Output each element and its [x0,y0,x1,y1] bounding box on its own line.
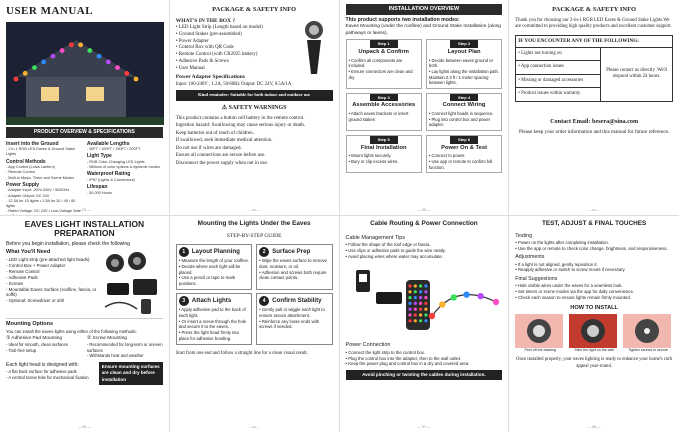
illustration-stick [569,314,619,353]
mount-step-head [259,296,329,306]
step-badge: Step 5 [370,136,398,143]
cable-tips-list [346,242,503,259]
rgb-light-dot [69,42,74,47]
step-item: • Bury or clip excess wires. [349,159,419,165]
clean-surface-note: Ensure mounting surfaces are clean and dry before installation [99,362,163,385]
power-connection-list [346,350,503,367]
before-text: Before you begin installation, please check the following [6,240,130,247]
straight-line-tip: Start from one end and follow a straight line for a clean visual result. [175,350,308,356]
rgb-light-dot [124,71,129,76]
remote-button [413,314,416,317]
safety-warnings-title: SAFETY WARNINGS [228,104,287,111]
remote-button [408,320,411,323]
step-item: • Use app or remote to confirm full function. [429,159,499,170]
control-box-remote-image [346,262,503,340]
support-table-title: IF YOU ENCOUNTER ANY OF THE FOLLOWING: [516,36,672,48]
mount-step-card [176,293,252,345]
spec-heading: Waterproof Rating [86,171,131,178]
mount-step-card [176,244,252,290]
spec-heading: Light Type [86,153,112,160]
mounting-options-title: Mounting Options [6,321,54,328]
mount-step-item: • Or insert a screw through the hole and secure it to the eaves. [179,319,249,331]
need-item: - Adhesive Pads [6,274,38,280]
remote-button [424,320,427,323]
install-illustrations [515,314,673,353]
step-badge-wrap [429,136,499,143]
thank-you-text: Thank you for choosing our 2-in-1 RGB LED Eaves & Ground Stake Lights.We are committed to providing high quality products and excellent customer support. [515,17,672,30]
install-modes-heading: This product supports two installation modes: [345,17,460,24]
final-suggestions-title: Final Suggestions [515,276,558,283]
peel-backing-image [515,314,563,348]
step-number-icon: 3 [179,296,189,306]
page-number: — 05 — [77,425,91,430]
warning-item: Ingestion hazard: Swallowing may cause serious injury or death. [175,123,306,129]
safety-warnings-list [176,115,333,168]
mount-step-title: Attach Lights [191,296,232,304]
need-item: - Control Box + Power Adapter [6,262,66,268]
remote-button [424,291,427,294]
adjustments-list [515,262,673,274]
page-title: EAVES LIGHT INSTALLATION PREPARATION [24,219,145,239]
peel-caption: Peel off the backing [524,348,556,353]
mount-step-head [179,247,249,257]
rgb-light-dot [14,76,19,81]
box-item: • Power Adapter [176,39,291,46]
remote-button [424,296,427,299]
adjustment-item: • Reapply adhesive or switch to screw mount if necessary. [515,267,673,273]
page-number: — 01 — [77,208,91,213]
install-modes-text: Eaves Mounting (under the roofline) and Ground Stake Installation (along pathways or lawns). [345,24,501,36]
remote-button [408,314,411,317]
box-item: • Remote Control (with CR2025 battery) [176,52,291,59]
step-title: Connect Wiring [442,102,486,109]
suggestion-item: • Check each season to ensure lights remain firmly mounted. [515,295,673,301]
step-item: • Connect to power. [429,153,499,159]
mount-step-list [179,258,249,287]
page-title: INSTALLATION OVERVIEW [346,4,503,15]
strip-light-dot [463,292,469,298]
install-step-card [426,93,502,131]
mount-step-card [256,293,332,345]
option-2-icon: ② [86,335,92,341]
step-list [349,153,419,164]
testing-list [515,240,673,252]
spec-heading: Lifespan [86,184,108,191]
step-item: • Ensure connectors are clean and dry. [349,69,419,80]
step-item: • Lay lights along the installation path. Maintain 2.3 ft / 1 meter spacing between lights. [429,69,499,86]
page-number: — 04 — [588,208,601,213]
step-item: • Confirm all components are included. [349,58,419,69]
install-steps-grid [346,39,503,173]
mount-step-list [259,258,329,281]
indoor-outdoor-reminder: Kind reminder: Suitable for both indoor and outdoor use [176,90,333,100]
screw-secure-image [623,314,671,348]
remote-button [413,308,416,311]
adhesive-option-text: - Ideal for smooth, clean surfaces - Tool-free setup [6,342,68,353]
rgb-light-dot [87,48,92,53]
page-4 [509,0,679,216]
step-item: • Mount lights securely. [349,153,419,159]
remote-button [419,314,422,317]
screw-option [87,336,163,359]
testing-item: • Power on the lights after completing installation. [515,240,673,246]
box-contents-list [176,25,291,72]
remote-button [408,291,411,294]
mounting-options-subtitle: You can install the eaves lights using either of the following methods: [6,328,137,334]
step-title: Final Installation [360,144,407,151]
closing-text: Once installed properly, your eaves lighting is ready to enhance your home's curb appeal year-round. [515,357,673,369]
adapter-spec-line: Input: 100-240V , 1.2A, 50/60Hz Output: DC 24V, 0.5A/1A [175,81,292,87]
step-item: • Decide between eaves ground or both. [429,58,499,69]
support-issue: • Product issues within warranty [518,91,581,97]
step-badge-wrap [349,40,419,47]
adhesive-option [6,336,82,359]
mount-step-head [259,247,329,257]
strip-light-dot [492,299,498,305]
remote-button [424,285,427,288]
house-night-photo [6,22,164,125]
illustration-peel [515,314,565,353]
remote-button [408,308,411,311]
cable-tip: • Follow the shape of the roof edge or fascia. [346,242,503,248]
remote-button [408,302,411,305]
screw-option-text: - Recommended for long-term or uneven surfaces - Withstands heat and weather [86,342,163,359]
mount-step-item: • Decide where each light will be placed. [179,264,249,276]
page-subtitle: STEP-BY-STEP GUIDE [226,232,282,239]
spec-text: - 2 in 1 RGB LED Eaves & Ground Stake Lights [6,147,76,157]
cable-tip: • Avoid placing wires where water may accumulate. [346,254,503,260]
warning-item: If swallowed, seek immediate medical attention. [175,138,273,144]
power-connection-title: Power Connection [345,342,391,349]
step-list [349,58,419,81]
need-item: - Remote Control [6,268,40,274]
step-list [429,111,499,128]
cable-warning-note: Avoid pinching or twisting the cables during installation. [346,370,503,380]
page-number: — 08 — [587,425,601,430]
spec-text: - 50,000 Hours [86,191,112,196]
remote-button [419,285,422,288]
spec-text: - IP67 (Lights & Connectors) [86,178,135,183]
spec-text: - Adapter Input: 100V-240V / 50/60Hz - Adapter Output: DC 24V - 12.5A for 15 lights • 1.5A for 30 / 45 / 60 lights - Rated Voltage: DC 24V • Low-Voltage Safe [6,188,81,213]
final-suggestions-list [515,283,673,300]
manual-title: USER MANUAL [6,5,94,17]
install-step-card [426,135,502,173]
step-badge-wrap [429,40,499,47]
page-number: — 03 — [417,208,431,213]
page-title: TEST, ADJUST & FINAL TOUCHES [541,220,647,227]
mount-step-item: • Reinforce any loose ends with screws if needed. [259,319,329,331]
step-list [429,58,499,86]
step-item: • Connect light heads in sequence. [429,111,499,117]
warning-icon: ⚠ [221,104,228,111]
adjustment-item: • If a light is not aligned, gently reposition it. [515,262,673,268]
page-6 [170,216,340,432]
install-step-card [346,93,422,131]
step-badge: Step 6 [450,136,478,143]
mount-step-card [256,244,332,290]
spec-heading: Available Lengths [86,140,130,147]
page-number: — 07 — [417,425,431,430]
install-step-card [426,39,502,89]
step-title: Power On & Test [441,144,488,151]
page-8 [509,216,679,432]
mount-step-list [259,307,329,330]
kit-components-image [101,249,163,315]
mount-step-item: • Adhesion and screws both require clean contact points. [259,270,329,282]
spec-column-right [87,140,163,216]
adapter-spec-title: Power Adapter Specifications [175,74,245,81]
page-3 [340,0,510,216]
step-number-icon: 1 [179,247,189,257]
step-badge: Step 4 [450,94,478,101]
strip-light-dot [428,313,434,319]
mount-step-item: • Wipe the eaves surface to remove dust, moisture, or oil. [259,258,329,270]
suggestion-item: • Set timers or scene modes via the app for daily convenience. [515,289,673,295]
mount-step-title: Layout Planning [191,247,240,255]
remote-button [424,302,427,305]
strip-light-dot [450,295,456,301]
power-step: • Keep the power plug and control box in a dry and covered area. [346,361,503,367]
step-badge-wrap [429,94,499,101]
remote-button [413,296,416,299]
power-step: • Plug the control box into the adapter, then to the wall outlet. [346,356,503,362]
adhesive-option-title: Adhesive Pad Mounting [11,335,63,341]
mount-step-item: • Measure the length of your roofline. [179,258,249,264]
rgb-light-dot [97,54,102,59]
mount-steps-grid [176,244,333,345]
remote-button [419,320,422,323]
step-list [429,153,499,170]
strip-light-dot [439,302,445,308]
design-text: - A flat back surface for adhesive pads - A central screw hole for mechanical fixation [6,368,89,380]
adjustments-title: Adjustments [515,254,545,261]
mount-step-item: • Use a pencil or tape to mark positions. [179,275,249,287]
box-title: WHAT'S IN THE BOX ? [175,17,236,24]
mount-step-item: • Press the light head firmly into place for adhesive bonding. [179,330,249,342]
rgb-light-dot [115,65,120,70]
step-badge-wrap [349,94,419,101]
mount-step-item: • Apply adhesive pad to the back of each light. [179,307,249,319]
remote-button [413,291,416,294]
spec-text: - App Control (Lotus Lantern) - Remote Control - Built-in Music, Timer and Scene Modes [6,165,75,180]
step-title: Layout Plan [447,48,481,55]
support-issue: • Lights not turning on [516,48,600,61]
remote-button [419,302,422,305]
page-2 [170,0,340,216]
power-step: • Connect the light strip to the control box. [346,350,503,356]
mount-step-item: • Gently pull or wiggle each light to ensure secure attachment. [259,307,329,319]
mount-step-title: Surface Prep [272,247,311,255]
step-number-icon: 2 [259,247,269,257]
box-item: • LED Light Strip (Length based on model) [176,25,291,32]
support-issue-list [516,48,601,101]
spec-text: - 50FT / 100FT / 150FT / 200FT [86,147,141,152]
remote-button [419,296,422,299]
warning-item: Keep batteries out of reach of children. [175,130,254,136]
need-item: - Optional: Screwdriver or drill [6,298,64,304]
spec-grid [6,140,163,216]
spec-heading: Power Supply [6,181,40,188]
remote-button [424,308,427,311]
remote-button [408,296,411,299]
rgb-light-dot [32,65,37,70]
mount-step-title: Confirm Stability [272,296,322,304]
box-item: • Control Box with QR Code [176,45,291,52]
support-table [515,35,673,102]
strip-light-dot [477,293,483,299]
remote-button [413,320,416,323]
safety-warnings-heading [176,104,333,112]
remote-button [408,285,411,288]
cable-tip: • Use clips or adhesive pads to guide the wire neatly. [346,248,503,254]
install-step-card [346,135,422,173]
step-item: • Attach eaves brackets or insert ground stakes [349,111,419,122]
page-7 [340,216,510,432]
support-issue: • App connection issues [516,61,600,74]
rgb-light-dot [78,42,83,47]
spec-heading: Insert into the Ground [6,140,59,147]
how-to-install-title: HOW TO INSTALL [570,304,618,311]
install-step-card [346,39,422,89]
remote-button [419,308,422,311]
need-item: - Screws [6,280,24,286]
option-1-icon: ① [6,335,11,341]
spec-heading: Control Methods [6,158,46,165]
rgb-light-dot [106,59,111,64]
rgb-light-dot [60,48,65,53]
page-number: — 02 — [248,208,261,213]
page-title: PACKAGE & SAFETY INFO [552,6,637,13]
keep-manual-note: Please keep your order information and this manual for future reference. [519,128,670,135]
rgb-light-dot [134,76,139,81]
testing-title: Testing [515,232,533,239]
rgb-light-dot [51,54,56,59]
page-title: Mounting the Lights Under the Eaves [197,220,311,227]
screw-option-title: Screw Mounting [92,335,127,341]
contact-email[interactable]: Contact Email: besera@sina.com [550,117,639,125]
overview-band: PRODUCT OVERVIEW & SPECIFICATIONS [6,127,163,138]
page-5 [0,216,170,432]
page-1 [0,0,170,216]
remote-button [424,314,427,317]
spec-column-left [6,140,82,216]
design-title: Each light head is designed with: [6,362,79,369]
suggestion-item: • Hide visible wires under the eaves for a seamless look. [515,283,673,289]
warning-item: Disconnect the power supply when not in use. [175,160,268,166]
need-title: What You'll Need [6,249,51,256]
page-number: — 06 — [248,425,261,430]
warning-item: Do not use if wires are damaged. [175,145,242,151]
rgb-light-dot [23,71,28,76]
mount-step-list [179,307,249,342]
remote-button [419,291,422,294]
step-item: • Plug into control box and power adapter. [429,117,499,128]
box-item: • User Manual [176,66,291,73]
ground-stake-light-image [295,18,333,76]
step-title: Unpack & Confirm [358,48,409,55]
remote-button [413,285,416,288]
mount-step-head [179,296,249,306]
step-list [349,111,419,122]
need-item: - LED Light Strip (pre-attached light heads) [6,256,90,262]
step-badge-wrap [349,136,419,143]
spec-text: - RGB Color-Changing LED Lights - Millions of color options & dynamic modes [86,160,160,170]
need-list [6,257,98,305]
need-item: - Mountable Eaves Surface (roofline, fascia, or soffit) [6,286,97,298]
remote-button [413,302,416,305]
page-title: PACKAGE & SAFETY INFO [212,6,297,13]
step-badge: Step 1 [370,40,398,47]
rgb-light-dot [41,59,46,64]
step-title: Assemble Accessories [352,102,416,109]
illustration-screw [623,314,673,353]
step-number-icon: 4 [259,296,269,306]
testing-item: • Use the app or remote to check color change, brightness, and responsiveness. [515,246,673,252]
warning-item: This product contains a button cell battery in the remote control. [175,115,305,121]
warning-item: Ensure all connections are secure before use. [175,153,266,159]
stick-caption: Stick the light on the wall [574,348,614,353]
step-badge: Step 2 [450,40,478,47]
support-issue: • Missing or damaged accessories [516,75,600,88]
support-contact-note: Please contact us directly .We'll respond within 24 hours. [606,67,668,80]
step-badge: Step 3 [370,94,398,101]
box-item: • Adhesive Pads & Screws [176,59,291,66]
stick-light-image [569,314,617,348]
page-title: Cable Routing & Power Connection [370,220,478,227]
box-item: • Ground Stakes (pre-assembled) [176,32,291,39]
cable-tips-title: Cable Management Tips [345,234,406,241]
screw-caption: Tighten screws to secure [628,348,668,353]
